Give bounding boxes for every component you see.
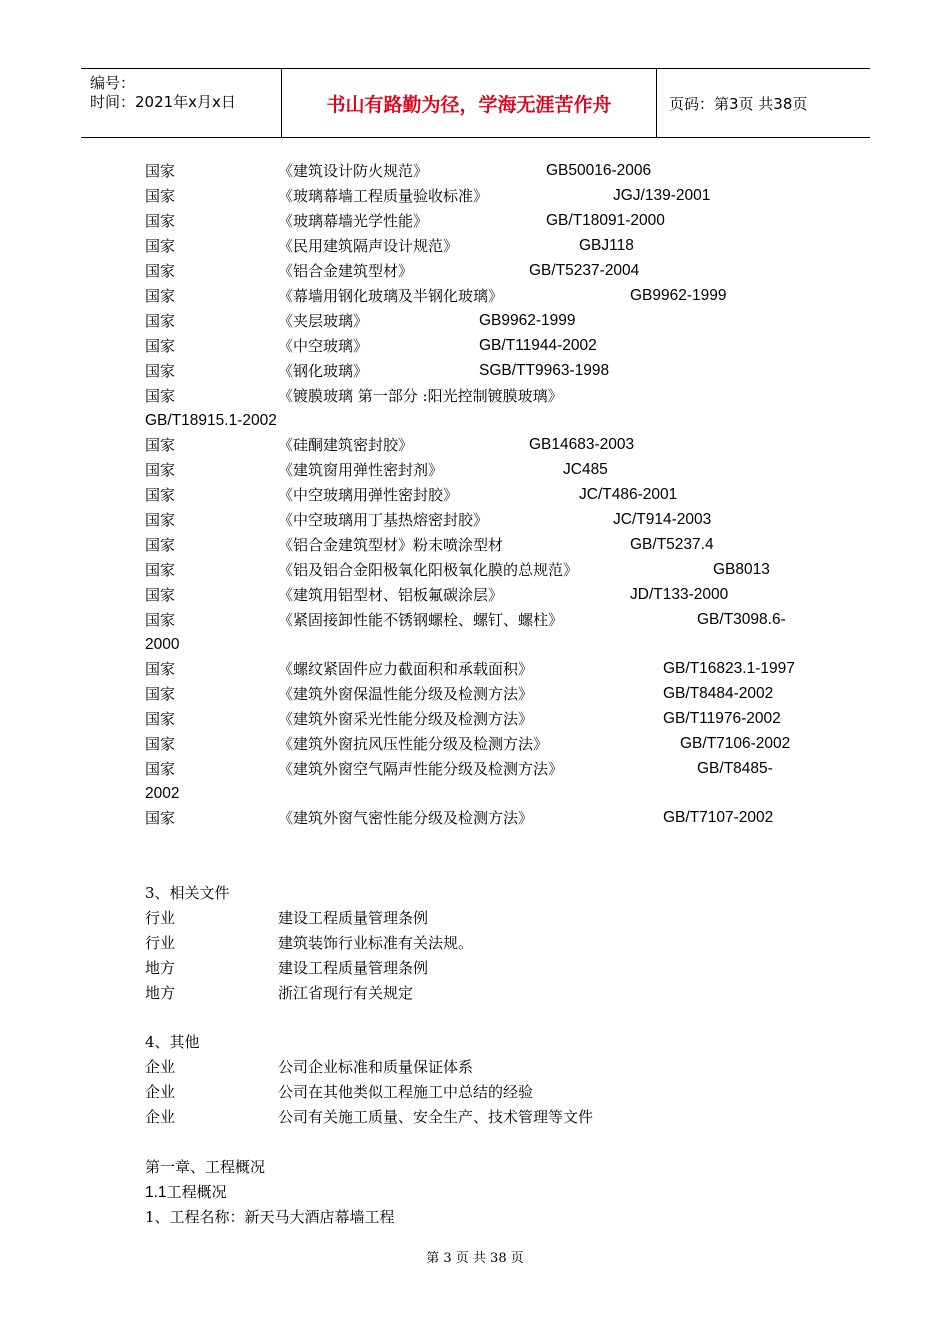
- reference-category: 行业: [145, 934, 176, 952]
- standard-code: GB/T16823.1-1997: [663, 660, 795, 677]
- standard-category: 国家: [145, 387, 176, 405]
- standard-code: SGB/TT9963-1998: [479, 362, 610, 379]
- standard-code: GB/T7106-2002: [680, 735, 791, 752]
- standard-title: 《钢化玻璃》: [278, 362, 369, 380]
- standard-category: 国家: [145, 237, 176, 255]
- standard-code: GB/T8485-: [697, 760, 773, 777]
- reference-title: 公司在其他类似工程施工中总结的经验: [278, 1083, 534, 1101]
- standard-category: 国家: [145, 611, 176, 629]
- standard-title: 《建筑外窗气密性能分级及检测方法》: [278, 809, 534, 827]
- standard-category: 国家: [145, 760, 176, 778]
- reference-category: 行业: [145, 909, 176, 927]
- project-name-line: 1、工程名称：新天马大酒店幕墙工程: [145, 1208, 395, 1226]
- reference-title: 建设工程质量管理条例: [278, 959, 429, 977]
- standard-title: 《中空玻璃》: [278, 337, 369, 355]
- standard-title: 《铝合金建筑型材》粉末喷涂型材: [278, 536, 504, 554]
- standard-code: GB/T18091-2000: [546, 212, 665, 229]
- standard-category: 国家: [145, 511, 176, 529]
- standard-title: 《中空玻璃用弹性密封胶》: [278, 486, 459, 504]
- standard-title: 《螺纹紧固件应力截面积和承载面积》: [278, 660, 534, 678]
- standard-title: 《建筑外窗抗风压性能分级及检测方法》: [278, 735, 549, 753]
- standard-code: JD/T133-2000: [630, 586, 729, 603]
- document-date-label: 时间：2021年x月x日: [90, 93, 236, 111]
- standard-category: 国家: [145, 809, 176, 827]
- header-page-cell: [657, 69, 870, 137]
- standard-category: 国家: [145, 162, 176, 180]
- reference-category: 地方: [145, 984, 176, 1002]
- section-heading: 4、其他: [145, 1033, 200, 1051]
- page-footer: [0, 1247, 950, 1266]
- standard-title: 《紧固接卸性能不锈钢螺栓、螺钉、螺柱》: [278, 611, 564, 629]
- subsection-title: 工程概况: [166, 1183, 227, 1201]
- standard-title: 《建筑外窗空气隔声性能分级及检测方法》: [278, 760, 564, 778]
- standard-category: 国家: [145, 561, 176, 579]
- standard-code: GB/T5237.4: [630, 536, 714, 553]
- standard-code-text: 2002: [145, 785, 180, 802]
- standard-title: 《建筑窗用弹性密封剂》: [278, 461, 444, 479]
- reference-title: 建设工程质量管理条例: [278, 909, 429, 927]
- reference-title: 公司有关施工质量、安全生产、技术管理等文件: [278, 1108, 594, 1126]
- standard-category: 国家: [145, 436, 176, 454]
- standard-title: 《镀膜玻璃 第一部分 :阳光控制镀膜玻璃》: [278, 387, 563, 405]
- standard-category: 国家: [145, 212, 176, 230]
- standard-title: 《硅酮建筑密封胶》: [278, 436, 414, 454]
- standard-code: GB50016-2006: [546, 162, 652, 179]
- reference-title: 建筑装饰行业标准有关法规。: [278, 934, 474, 952]
- standard-title: 《建筑外窗保温性能分级及检测方法》: [278, 685, 534, 703]
- standard-title: 《建筑设计防火规范》: [278, 162, 429, 180]
- subsection-number: 1.1: [145, 1184, 167, 1201]
- standard-category: 国家: [145, 337, 176, 355]
- standard-category: 国家: [145, 486, 176, 504]
- document-number-label: 编号：: [90, 74, 136, 92]
- standard-category: 国家: [145, 287, 176, 305]
- standard-category: 国家: [145, 187, 176, 205]
- standard-code: GB14683-2003: [529, 436, 635, 453]
- standard-category: 国家: [145, 685, 176, 703]
- standard-code-continued: [145, 633, 179, 656]
- standard-code: GBJ118: [579, 237, 634, 254]
- standard-title: 《建筑用铝型材、铝板氟碳涂层》: [278, 586, 504, 604]
- standard-code: GB/T8484-2002: [663, 685, 774, 702]
- reference-category: 企业: [145, 1108, 176, 1126]
- reference-category: 企业: [145, 1083, 176, 1101]
- standard-title: 《中空玻璃用丁基热熔密封胶》: [278, 511, 489, 529]
- standard-code: GB/T5237-2004: [529, 262, 640, 279]
- reference-title: 公司企业标准和质量保证体系: [278, 1058, 474, 1076]
- standard-code: JC/T914-2003: [613, 511, 712, 528]
- footer-page-number: 第 3 页 共 38 页: [426, 1251, 524, 1266]
- standard-title: 《玻璃幕墙工程质量验收标准》: [278, 187, 489, 205]
- standard-category: 国家: [145, 586, 176, 604]
- standard-code-continued: [145, 409, 277, 432]
- standard-category: 国家: [145, 660, 176, 678]
- standard-code: JGJ/139-2001: [613, 187, 711, 204]
- subsection-heading: [145, 1181, 227, 1204]
- standard-code-text: 2000: [145, 636, 180, 653]
- standard-code: GB/T11976-2002: [663, 710, 781, 727]
- standard-code-continued: [145, 782, 179, 805]
- page-header: [81, 68, 870, 138]
- standard-title: 《铝及铝合金阳极氧化阳极氧化膜的总规范》: [278, 561, 579, 579]
- header-motto: 书山有路勤为径，学海无涯苦作舟: [326, 93, 612, 116]
- header-page-info: 页码：第3页 共38页: [669, 94, 808, 113]
- standard-code-text: GB/T18915.1-2002: [145, 412, 277, 429]
- standard-code: JC/T486-2001: [579, 486, 678, 503]
- standard-category: 国家: [145, 262, 176, 280]
- header-left-cell: [81, 69, 282, 137]
- standard-title: 《建筑外窗采光性能分级及检测方法》: [278, 710, 534, 728]
- standard-category: 国家: [145, 710, 176, 728]
- standard-category: 国家: [145, 536, 176, 554]
- standard-title: 《幕墙用钢化玻璃及半钢化玻璃》: [278, 287, 504, 305]
- standard-title: 《铝合金建筑型材》: [278, 262, 414, 280]
- standard-category: 国家: [145, 461, 176, 479]
- chapter-title: 第一章、工程概况: [145, 1158, 266, 1176]
- header-motto-cell: [282, 69, 657, 137]
- standard-code: GB9962-1999: [630, 287, 727, 304]
- standard-code: GB9962-1999: [479, 312, 576, 329]
- standard-category: 国家: [145, 362, 176, 380]
- standard-code: GB8013: [713, 561, 770, 578]
- standard-code: GB/T11944-2002: [479, 337, 597, 354]
- standard-code: GB/T3098.6-: [697, 611, 786, 628]
- standard-code: JC485: [563, 461, 608, 478]
- standard-code: GB/T7107-2002: [663, 809, 774, 826]
- standard-category: 国家: [145, 312, 176, 330]
- section-heading: 3、相关文件: [145, 884, 230, 902]
- standard-title: 《民用建筑隔声设计规范》: [278, 237, 459, 255]
- reference-title: 浙江省现行有关规定: [278, 984, 414, 1002]
- reference-category: 企业: [145, 1058, 176, 1076]
- reference-category: 地方: [145, 959, 176, 977]
- standard-category: 国家: [145, 735, 176, 753]
- standard-title: 《夹层玻璃》: [278, 312, 369, 330]
- standard-title: 《玻璃幕墙光学性能》: [278, 212, 429, 230]
